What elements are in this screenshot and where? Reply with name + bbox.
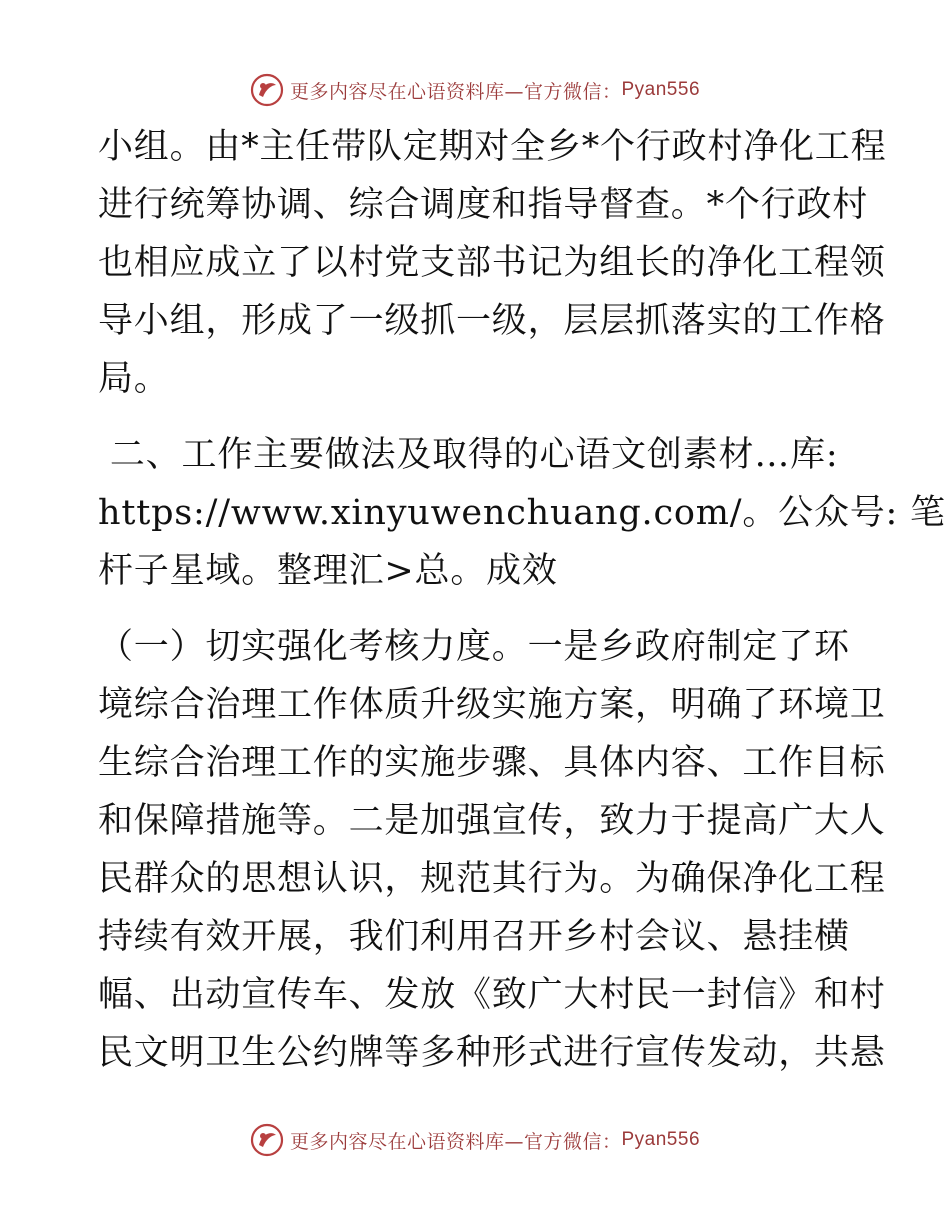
wechat-id: Pyan556	[621, 79, 701, 100]
header-banner	[0, 70, 950, 110]
text-line: （一）切实强化考核力度。一是乡政府制定了环	[98, 627, 850, 667]
paragraph-3	[98, 618, 886, 1082]
text-line: 小组。由*主任带队定期对全乡*个行政村净化工程	[98, 127, 887, 167]
logo-icon	[250, 73, 284, 107]
text-line: 进行统筹协调、综合调度和指导督查。*个行政村	[98, 185, 869, 225]
banner-text: 更多内容尽在心语资料库—官方微信：	[289, 80, 622, 103]
logo-icon	[250, 1123, 284, 1157]
banner-text: 更多内容尽在心语资料库—官方微信：	[289, 1130, 622, 1153]
text-line: https://www.xinyuwenchuang.com/。公众号: 笔	[98, 493, 946, 533]
footer-banner	[0, 1120, 950, 1160]
text-line: 幅、出动宣传车、发放《致广大村民一封信》和村	[98, 975, 886, 1015]
text-line: 境综合治理工作体质升级实施方案，明确了环境卫	[98, 685, 886, 725]
paragraph-1	[98, 118, 887, 408]
text-line: 局。	[98, 359, 170, 399]
text-line: 导小组，形成了一级抓一级，层层抓落实的工作格	[98, 301, 886, 341]
text-line: 持续有效开展，我们利用召开乡村会议、悬挂横	[98, 917, 850, 957]
wechat-id: Pyan556	[621, 1129, 701, 1150]
text-line: 杆子星域。整理汇>总。成效	[98, 551, 558, 591]
text-line: 民文明卫生公约牌等多种形式进行宣传发动，共悬	[98, 1033, 886, 1073]
text-line: 二、工作主要做法及取得的心语文创素材…库:	[98, 435, 839, 475]
text-line: 和保障措施等。二是加强宣传，致力于提高广大人	[98, 801, 886, 841]
text-line: 也相应成立了以村党支部书记为组长的净化工程领	[98, 243, 886, 283]
paragraph-2	[98, 426, 946, 600]
text-line: 生综合治理工作的实施步骤、具体内容、工作目标	[98, 743, 886, 783]
text-line: 民群众的思想认识，规范其行为。为确保净化工程	[98, 859, 886, 899]
document-body	[98, 118, 946, 1082]
